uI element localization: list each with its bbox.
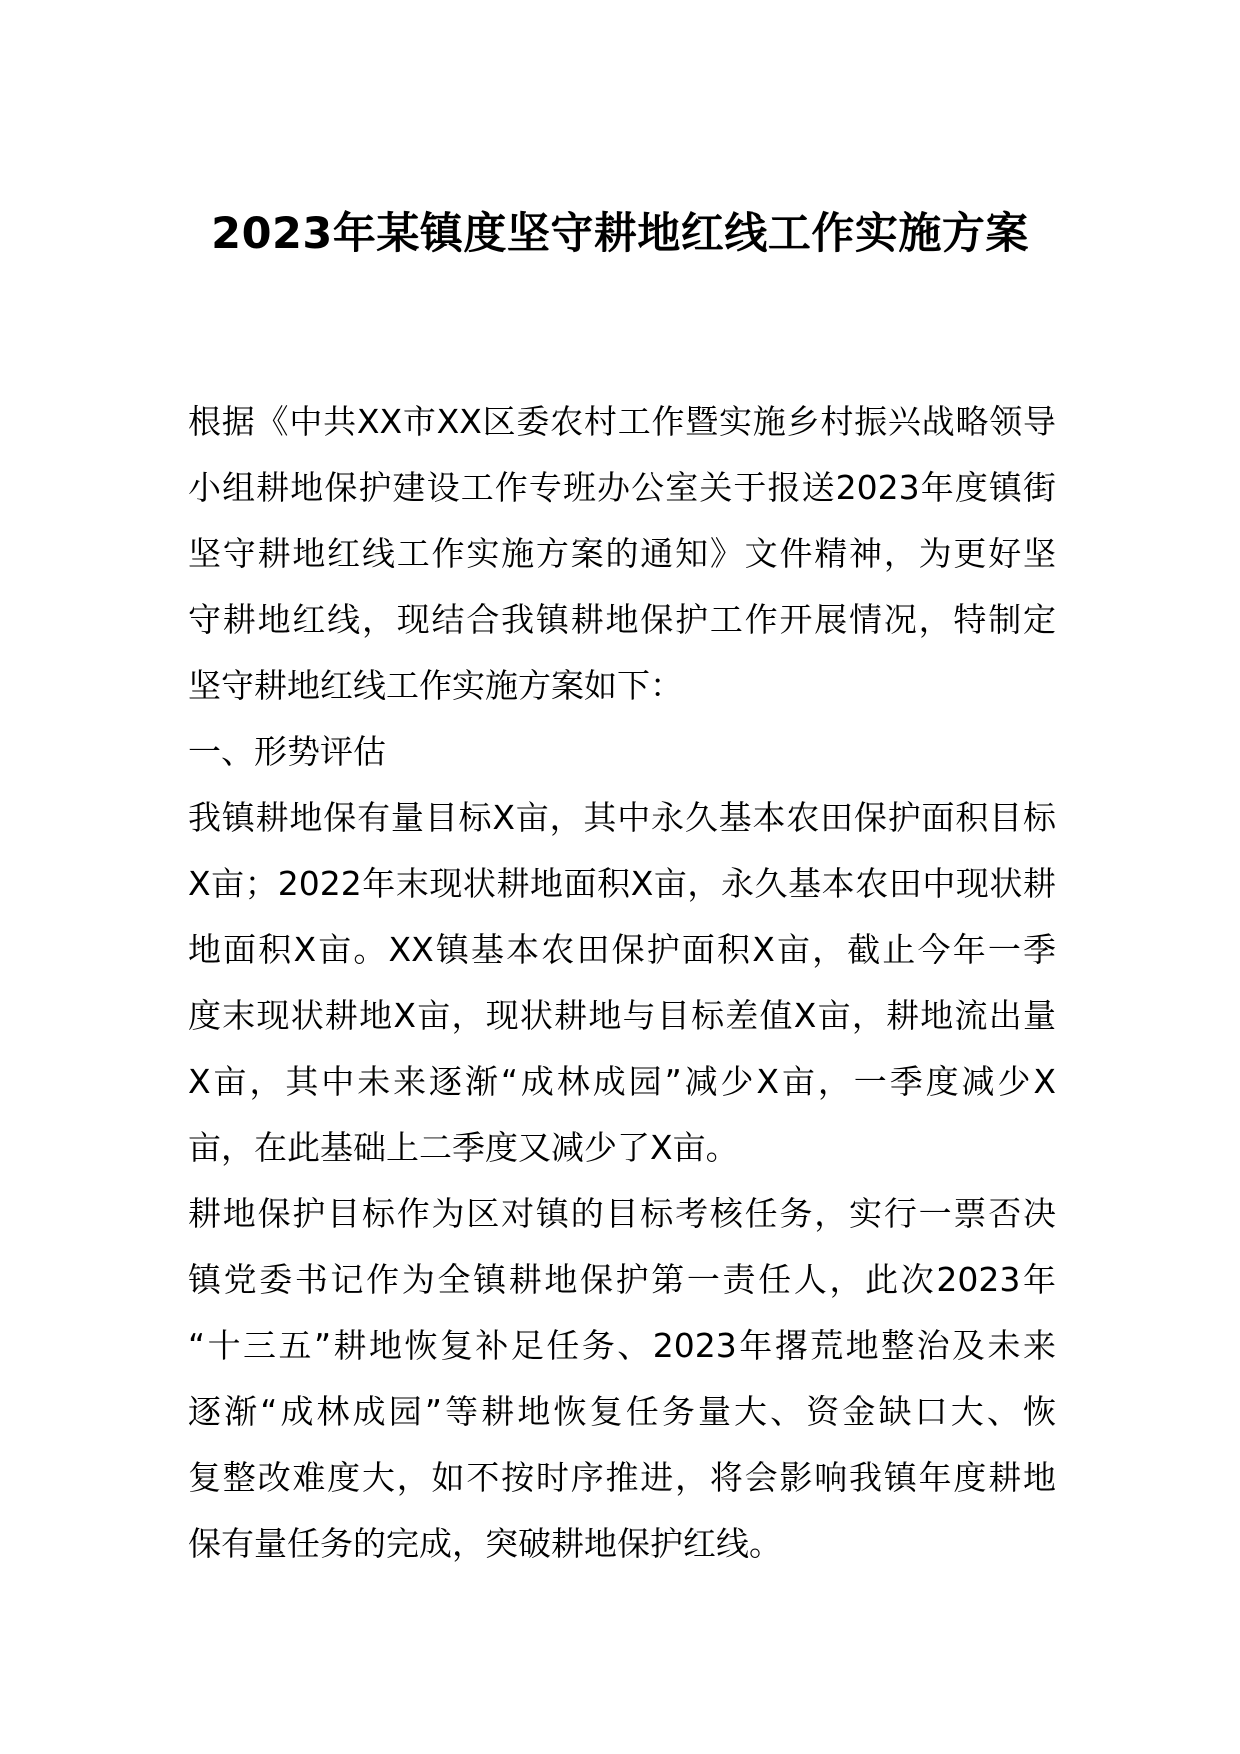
body-line: 保有量任务的完成，突破耕地保护红线。 <box>188 1524 782 1563</box>
body-line: 根据《中共XX市XX区委农村工作暨实施乡村振兴战略领导 <box>188 402 1056 441</box>
document-body <box>188 389 1056 1577</box>
body-line: 我镇耕地保有量目标X亩，其中永久基本农田保护面积目标 <box>188 798 1056 837</box>
body-line: 复整改难度大，如不按时序推进，将会影响我镇年度耕地 <box>188 1458 1056 1497</box>
body-line: 镇党委书记作为全镇耕地保护第一责任人，此次2023年 <box>188 1260 1056 1299</box>
body-line: X亩；2022年末现状耕地面积X亩，永久基本农田中现状耕 <box>188 864 1056 903</box>
body-line: 度末现状耕地X亩，现状耕地与目标差值X亩，耕地流出量 <box>188 996 1056 1035</box>
body-line: 坚守耕地红线工作实施方案如下： <box>188 666 683 705</box>
body-line: 逐渐“成林成园”等耕地恢复任务量大、资金缺口大、恢 <box>188 1392 1056 1431</box>
body-line: 守耕地红线，现结合我镇耕地保护工作开展情况，特制定 <box>188 600 1056 639</box>
body-line: 小组耕地保护建设工作专班办公室关于报送2023年度镇街 <box>188 468 1056 507</box>
body-line: X亩，其中未来逐渐“成林成园”减少X亩，一季度减少X <box>188 1062 1056 1101</box>
body-line: 坚守耕地红线工作实施方案的通知》文件精神，为更好坚 <box>188 534 1056 573</box>
body-line: 地面积X亩。XX镇基本农田保护面积X亩，截止今年一季 <box>188 930 1056 969</box>
body-line: “十三五”耕地恢复补足任务、2023年撂荒地整治及未来 <box>188 1326 1056 1365</box>
body-line: 耕地保护目标作为区对镇的目标考核任务，实行一票否决 <box>188 1194 1056 1233</box>
section-heading: 一、形势评估 <box>188 732 386 771</box>
document-title: 2023年某镇度坚守耕地红线工作实施方案 <box>211 209 1029 259</box>
body-line: 亩，在此基础上二季度又减少了X亩。 <box>188 1128 739 1167</box>
